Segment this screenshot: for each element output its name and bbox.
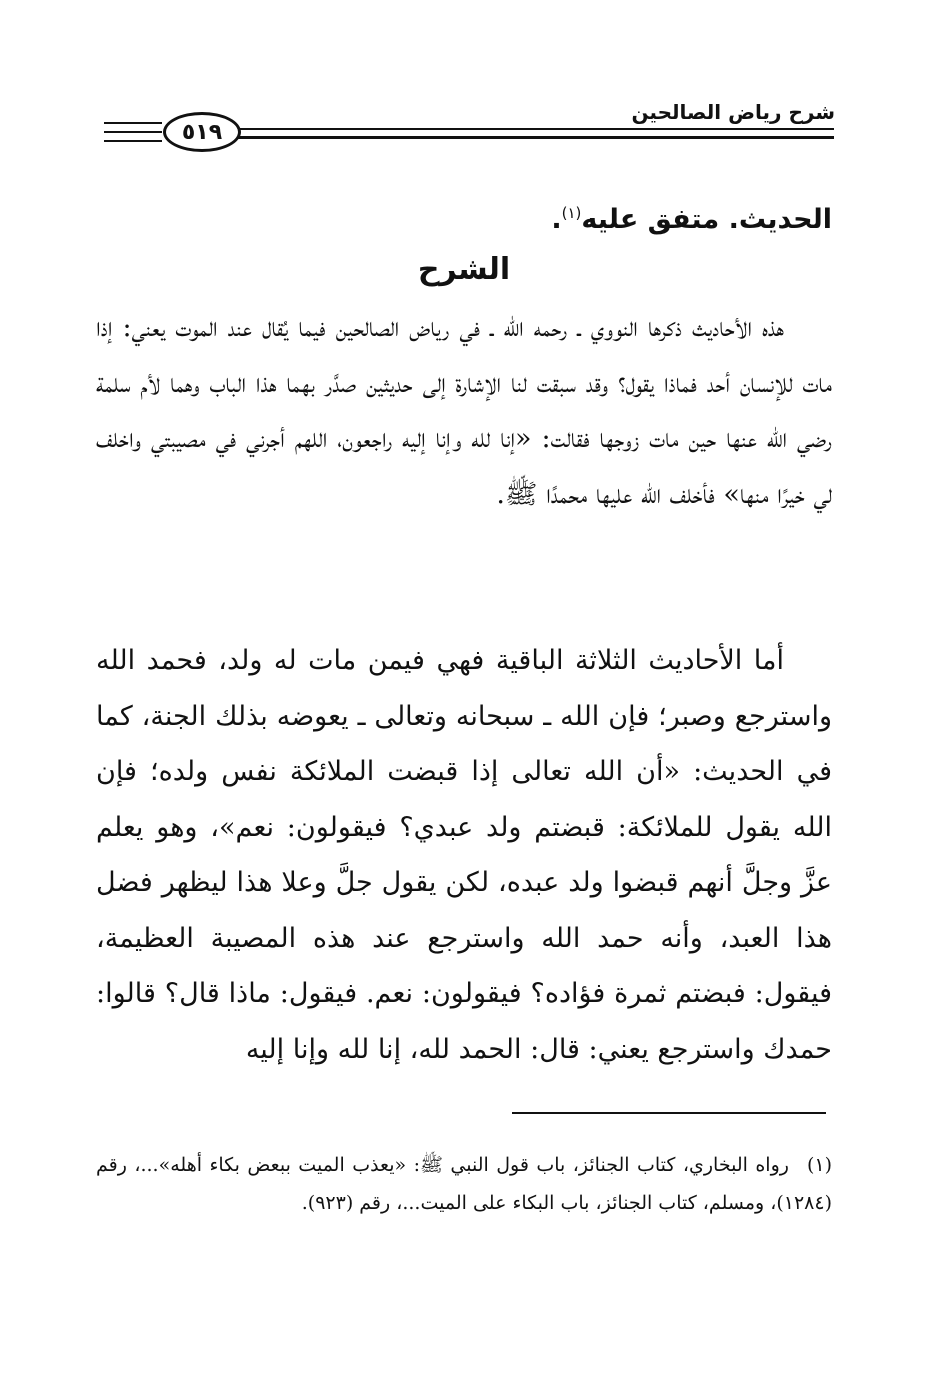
commentary-paragraph-1: هذه الأحاديث ذكرها النووي ـ رحمه الله ـ في رياض الصالحين فيما يُقال عند الموت يعني: إذا مات للإنسان أحد فماذا يقول؟ وقد سبقت لنا الإشارة إلى حديثين صدَّر بهما هذا الباب وهما لأم سلمة رضي الله عنها حين مات زوجها فقالت: «إنا لله وإنا إليه راجعون، اللهم أجرني في مصيبتي واخلف لي خيرًا منها» فأخلف الله عليها محمدًا ﷺ.	[96, 312, 832, 510]
footnote	[96, 1146, 832, 1222]
page-number: ٥١٩	[181, 119, 223, 145]
commentary-paragraph-2: أما الأحاديث الثلاثة الباقية فهي فيمن مات له ولد، فحمد الله واسترجع وصبر؛ فإن الله ـ سبحانه وتعالى ـ يعوضه بذلك الجنة، كما في الحديث: «أن الله تعالى إذا قبضت الملائكة نفس ولده؛ فإن الله يقول للملائكة: قبضتم ولد عبدي؟ فيقولون: نعم»، وهو يعلم عزَّ وجلَّ أنهم قبضوا ولد عبده، لكن يقول جلَّ وعلا هذا ليظهر فضل هذا العبد، وأنه حمد الله واسترجع عند هذه المصيبة العظيمة، فيقول: فبضتم ثمرة فؤاده؟ فيقولون: نعم. فيقول: ماذا قال؟ قالوا: حمدك واسترجع يعني: قال: الحمد لله، إنا لله وإنا إليه	[96, 645, 832, 1065]
lead-text: الحديث. متفق عليه	[581, 204, 832, 235]
header-rule-right-bottom	[238, 136, 834, 139]
page-number-badge	[163, 112, 241, 152]
hadith-ending-line	[96, 188, 832, 245]
section-heading: الشرح	[417, 252, 511, 287]
header-rule-left-base	[104, 140, 162, 142]
header-rule-left-top	[104, 122, 162, 124]
header-rule-left-bottom	[104, 131, 162, 133]
footnote-text: رواه البخاري، كتاب الجنائز، باب قول النبي ﷺ: «يعذب الميت ببعض بكاء أهله»...، رقم (١٢٨٤)، ومسلم، كتاب الجنائز، باب البكاء على الميت...، رقم (٩٢٣).	[96, 1154, 832, 1214]
lead-end: .	[551, 204, 562, 235]
footnote-reference: (١)	[561, 204, 582, 222]
running-header-title: شرح رياض الصالحين	[631, 100, 835, 124]
header-rule-right-top	[238, 128, 834, 130]
footnote-marker: (١)	[806, 1154, 832, 1176]
footnote-separator	[512, 1112, 826, 1114]
